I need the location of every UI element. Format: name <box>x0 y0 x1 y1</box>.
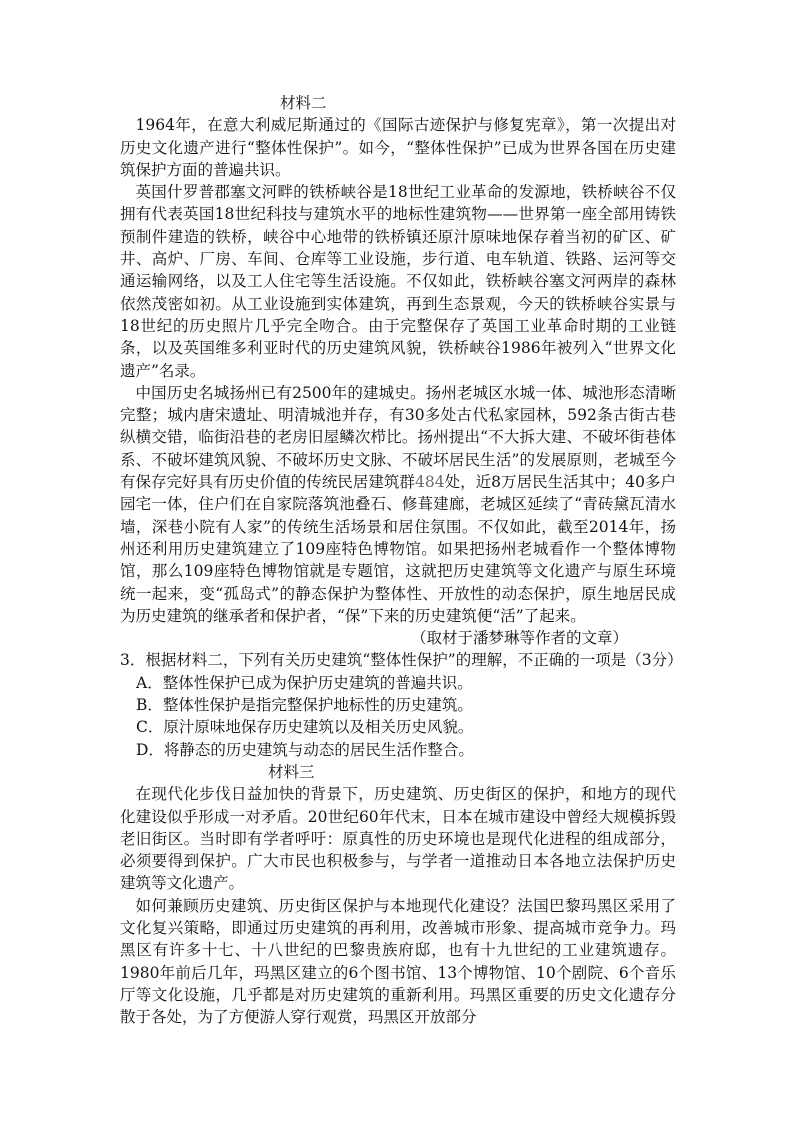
option-c: C．原汁原味地保存历史建筑以及相关历史风貌。 <box>136 718 474 737</box>
paragraph-3-text-b: 处，近8万居民生活其中；40多户园宅一体，住户们在自家院落筑池叠石、修葺建廊，老城区延续了“青砖黛瓦清水墙，深巷小院有人家”的传统生活场景和居住氛围。不仅如此，截至2014年，扬州还利用历史建筑建立了109座特色博物馆。如果把扬州老城看作一个整体博物馆，那么109座特色博物馆就是专题馆，这就把历史建筑等文化遗产与原生环境统一起来，变“孤岛式”的静态保护为整体性、开放性的动态保护，原生地居民成为历史建筑的继承者和保护者，“保”下来的历史建筑便“活”了起来。 <box>120 473 676 625</box>
material-2-paragraph-3 <box>120 382 676 627</box>
question-3-stem: 3．根据材料二，下列有关历史建筑“整体性保护”的理解，不正确的一项是（3分） <box>120 651 683 670</box>
option-b: B．整体性保护是指完整保护地标性的历史建筑。 <box>136 696 473 715</box>
option-a: A．整体性保护已成为保护历史建筑的普遍共识。 <box>136 673 473 692</box>
material-2-heading: 材料二 <box>280 94 327 112</box>
material-3-heading: 材料三 <box>268 762 315 781</box>
material-2-paragraph-2: 英国什罗普郡塞文河畔的铁桥峡谷是18世纪工业革命的发源地，铁桥峡谷不仅拥有代表英国18世纪科技与建筑水平的地标性建筑物——世界第一座全部用铸铁预制件建造的铁桥，峡谷中心地带的铁桥镇还原汁原味地保存着当初的矿区、矿井、高炉、厂房、车间、仓库等工业设施，步行道、电车轨道、铁路、运河等交通运输网络，以及工人住宅等生活设施。不仅如此，铁桥峡谷塞文河两岸的森林依然茂密如初。从工业设施到实体建筑，再到生态景观，今天的铁桥峡谷实景与18世纪的历史照片几乎完全吻合。由于完整保存了英国工业革命时期的工业链条，以及英国维多利亚时代的历史建筑风貌，铁桥峡谷1986年被列入“世界文化遗产”名录。 <box>120 183 676 380</box>
paragraph-3-text-a: 中国历史名城扬州已有2500年的建城史。扬州老城区水城一体、城池形态清晰完整；城内唐宋遗址、明清城池并存，有30多处古代私家园林，592条古街古巷纵横交错，临街沿巷的老房旧屋鳞次栉比。扬州提出“不大拆大建、不破坏街巷体系、不破坏建筑风貌、不破坏历史文脉、不破坏居民生活”的发展原则，老城至今有保存完好具有历史价值的传统民居建筑群 <box>120 383 676 492</box>
source-citation: （取材于潘梦琳等作者的文章） <box>410 629 628 648</box>
material-2-paragraph-1: 1964年，在意大利威尼斯通过的《国际古迹保护与修复宪章》，第一次提出对历史文化遗产进行“整体性保护”。如今，“整体性保护”已成为世界各国在历史建筑保护方面的普遍共识。 <box>120 116 676 179</box>
question-3-options <box>120 672 676 761</box>
option-d: D．将静态的历史建筑与动态的居民生活作整合。 <box>136 740 474 759</box>
material-3-paragraph-2: 如何兼顾历史建筑、历史街区保护与本地现代化建设？法国巴黎玛黑区采用了文化复兴策略，即通过历史建筑的再利用，改善城市形象、提高城市竞争力。玛黑区有许多十七、十八世纪的巴黎贵族府邸，也有十九世纪的工业建筑遗存。1980年前后几年，玛黑区建立的6个图书馆、13个博物馆、10个剧院、6个音乐厅等文化设施，几乎都是对历史建筑的重新利用。玛黑区重要的历史文化遗存分散于各处，为了方便游人穿行观赏，玛黑区开放部分 <box>120 896 676 1027</box>
document-page <box>120 92 683 1028</box>
material-3-paragraph-1: 在现代化步伐日益加快的背景下，历史建筑、历史街区的保护，和地方的现代化建设似乎形成一对矛盾。20世纪60年代末，日本在城市建设中曾经大规模拆毁老旧街区。当时即有学者呼吁：原真性的历史环境也是现代化进程的组成部分，必须要得到保护。广大市民也积极参与，与学者一道推动日本各地立法保护历史建筑等文化遗产。 <box>120 785 676 893</box>
residential-count: 484 <box>414 473 445 492</box>
